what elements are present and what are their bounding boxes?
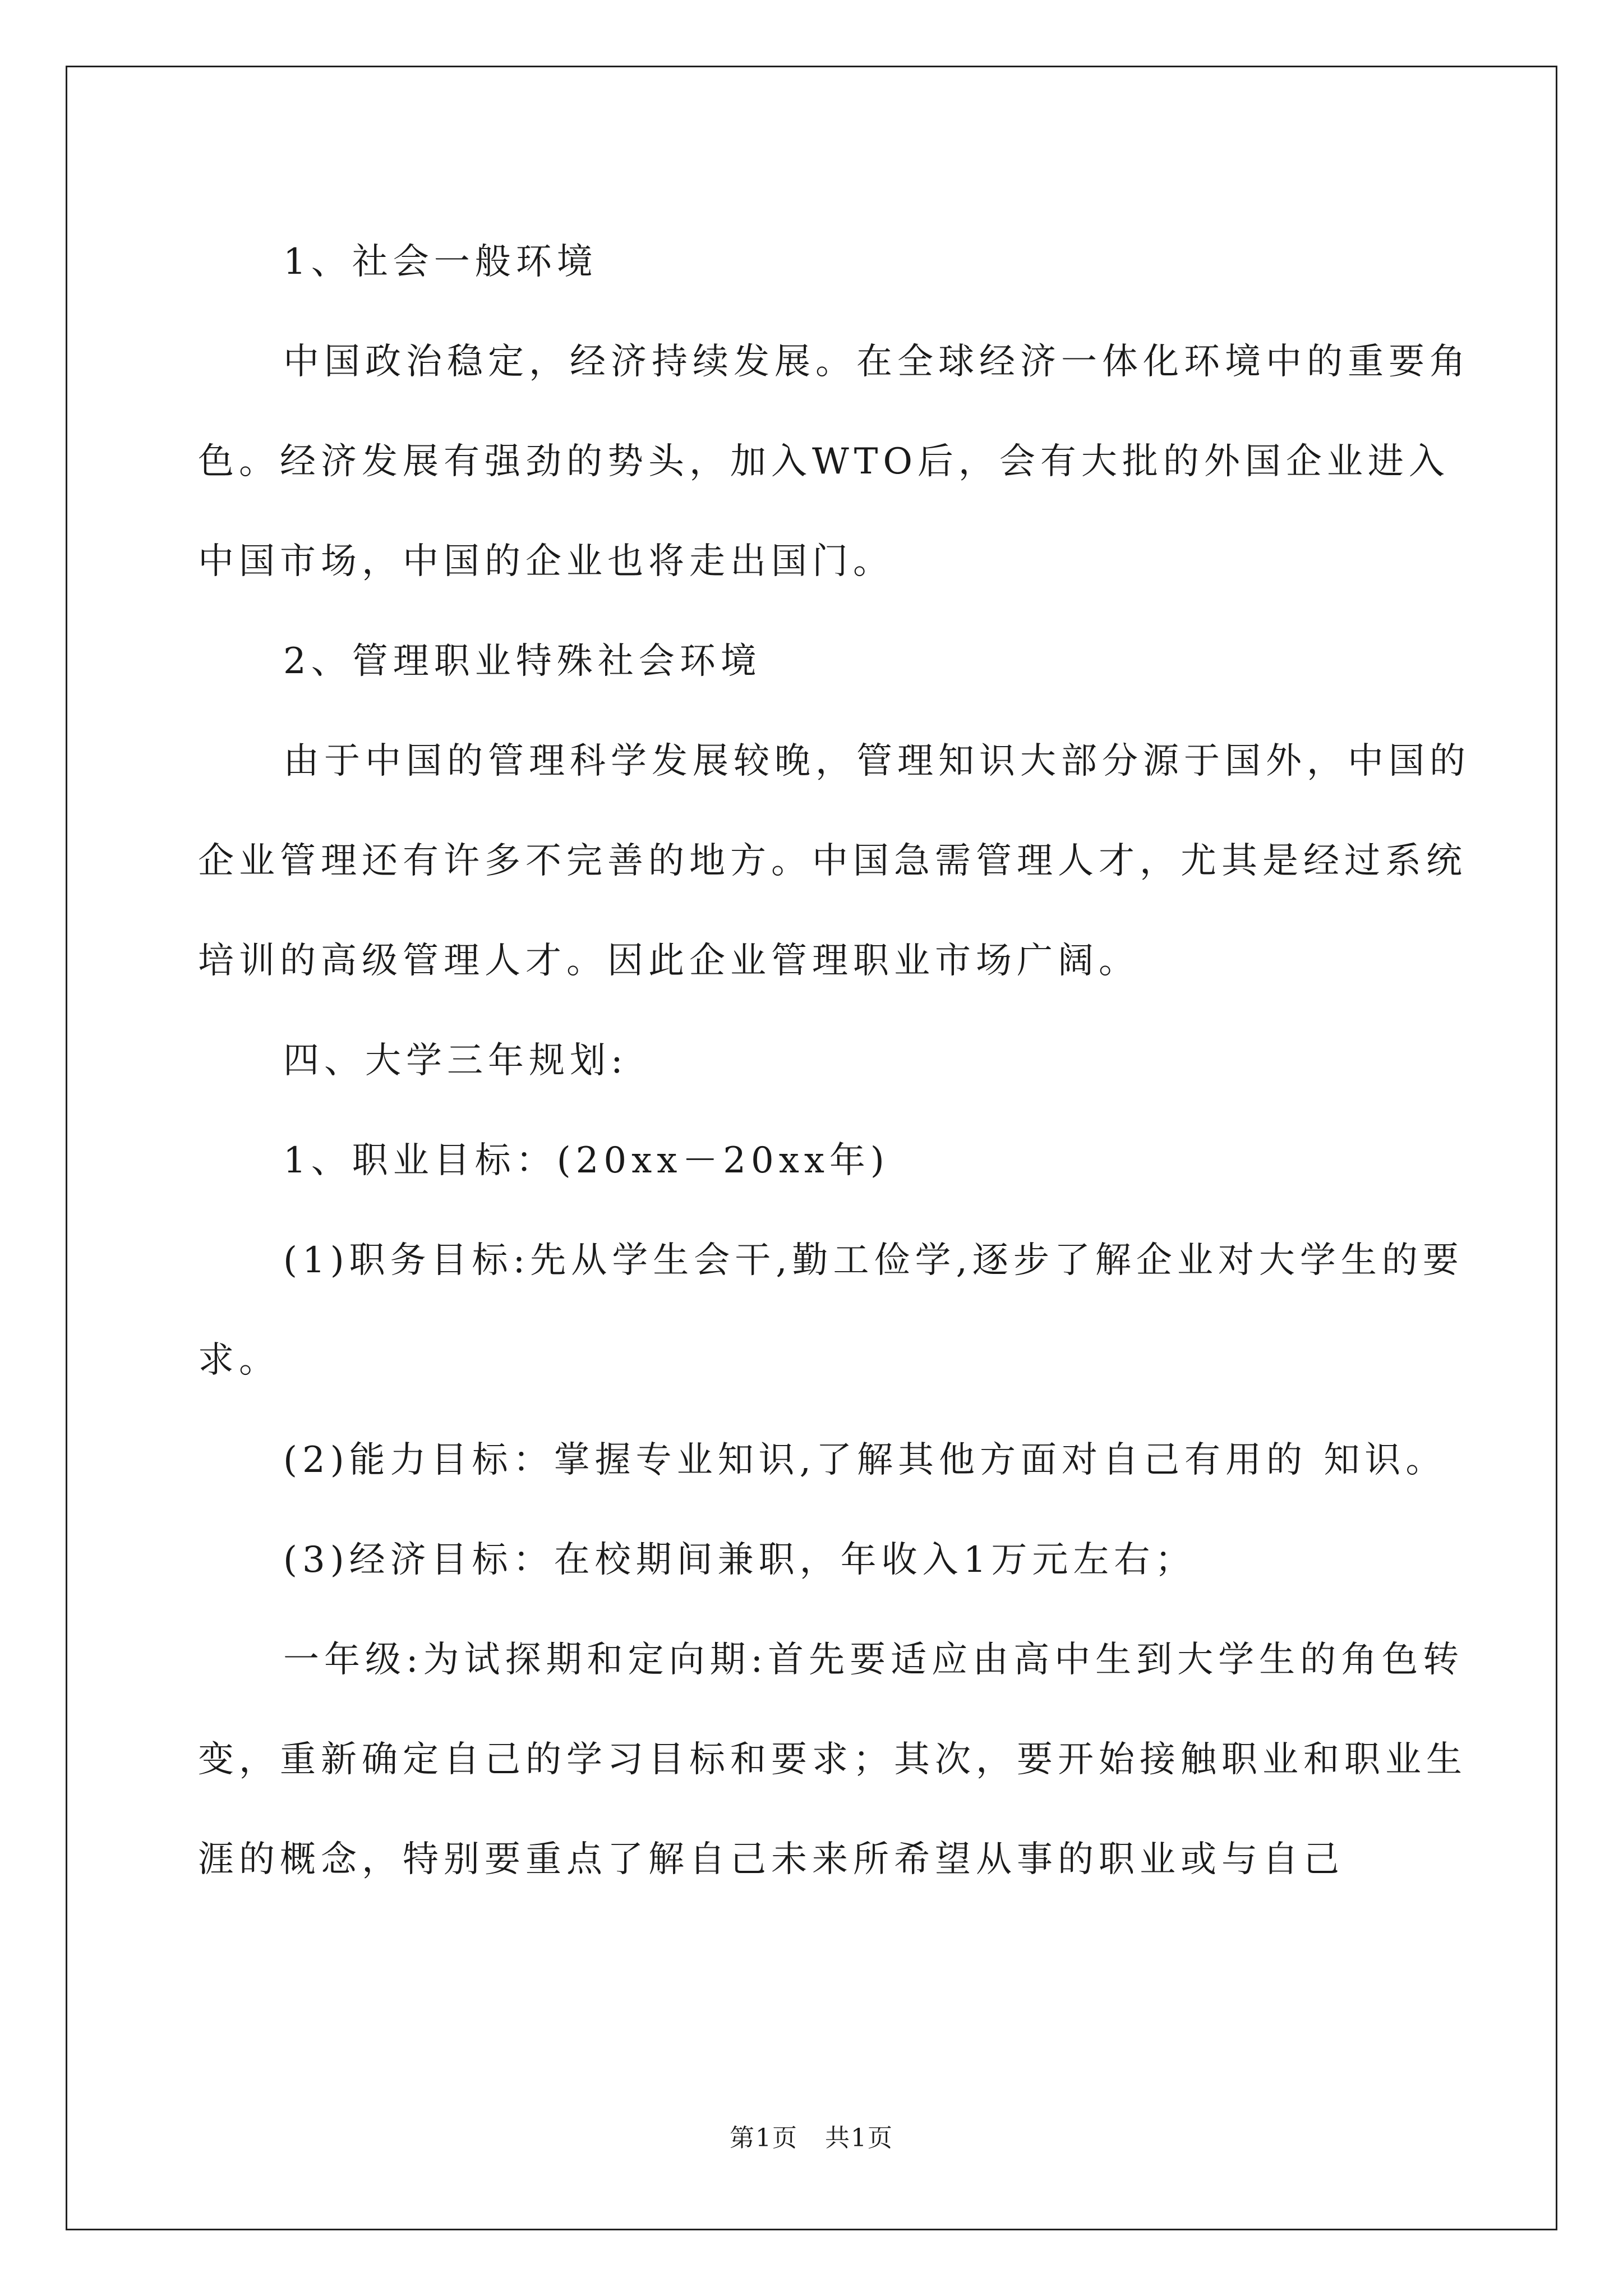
heading-social-environment: 1、社会一般环境 xyxy=(283,241,598,283)
document-body xyxy=(198,212,1482,1910)
paragraph-first-year: 一年级:为试探期和定向期:首先要适应由高中生到大学生的角色转变，重新确定自己的学习目标和要求；其次，要开始接触职业和职业生涯的概念，特别要重点了解自己未来所希望从事的职业或与自己 xyxy=(198,1639,1467,1880)
paragraph-management-science: 由于中国的管理科学发展较晚，管理知识大部分源于国外，中国的企业管理还有许多不完善的地方。中国急需管理人才，尤其是经过系统培训的高级管理人才。因此企业管理职业市场广阔。 xyxy=(198,740,1470,982)
heading-career-goal: 1、职业目标：(20xx－20xx年) xyxy=(283,1140,889,1181)
paragraph-ability-goal: (2)能力目标：掌握专业知识,了解其他方面对自己有用的 知识。 xyxy=(283,1439,1447,1481)
heading-management-environment: 2、管理职业特殊社会环境 xyxy=(283,641,762,682)
page-total: 共1页 xyxy=(824,2124,893,2152)
page-number: 第1页 xyxy=(730,2124,799,2152)
heading-three-year-plan: 四、大学三年规划: xyxy=(283,1040,628,1082)
page-footer xyxy=(0,2118,1623,2154)
paragraph-economic-goal: (3)经济目标：在校期间兼职，年收入1万元左右； xyxy=(283,1539,1196,1581)
paragraph-china-economy: 中国政治稳定，经济持续发展。在全球经济一体化环境中的重要角色。经济发展有强劲的势头，加入WTO后，会有大批的外国企业进入中国市场，中国的企业也将走出国门。 xyxy=(198,341,1470,582)
paragraph-position-goal: (1)职务目标:先从学生会干,勤工俭学,逐步了解企业对大学生的要求。 xyxy=(198,1240,1464,1381)
